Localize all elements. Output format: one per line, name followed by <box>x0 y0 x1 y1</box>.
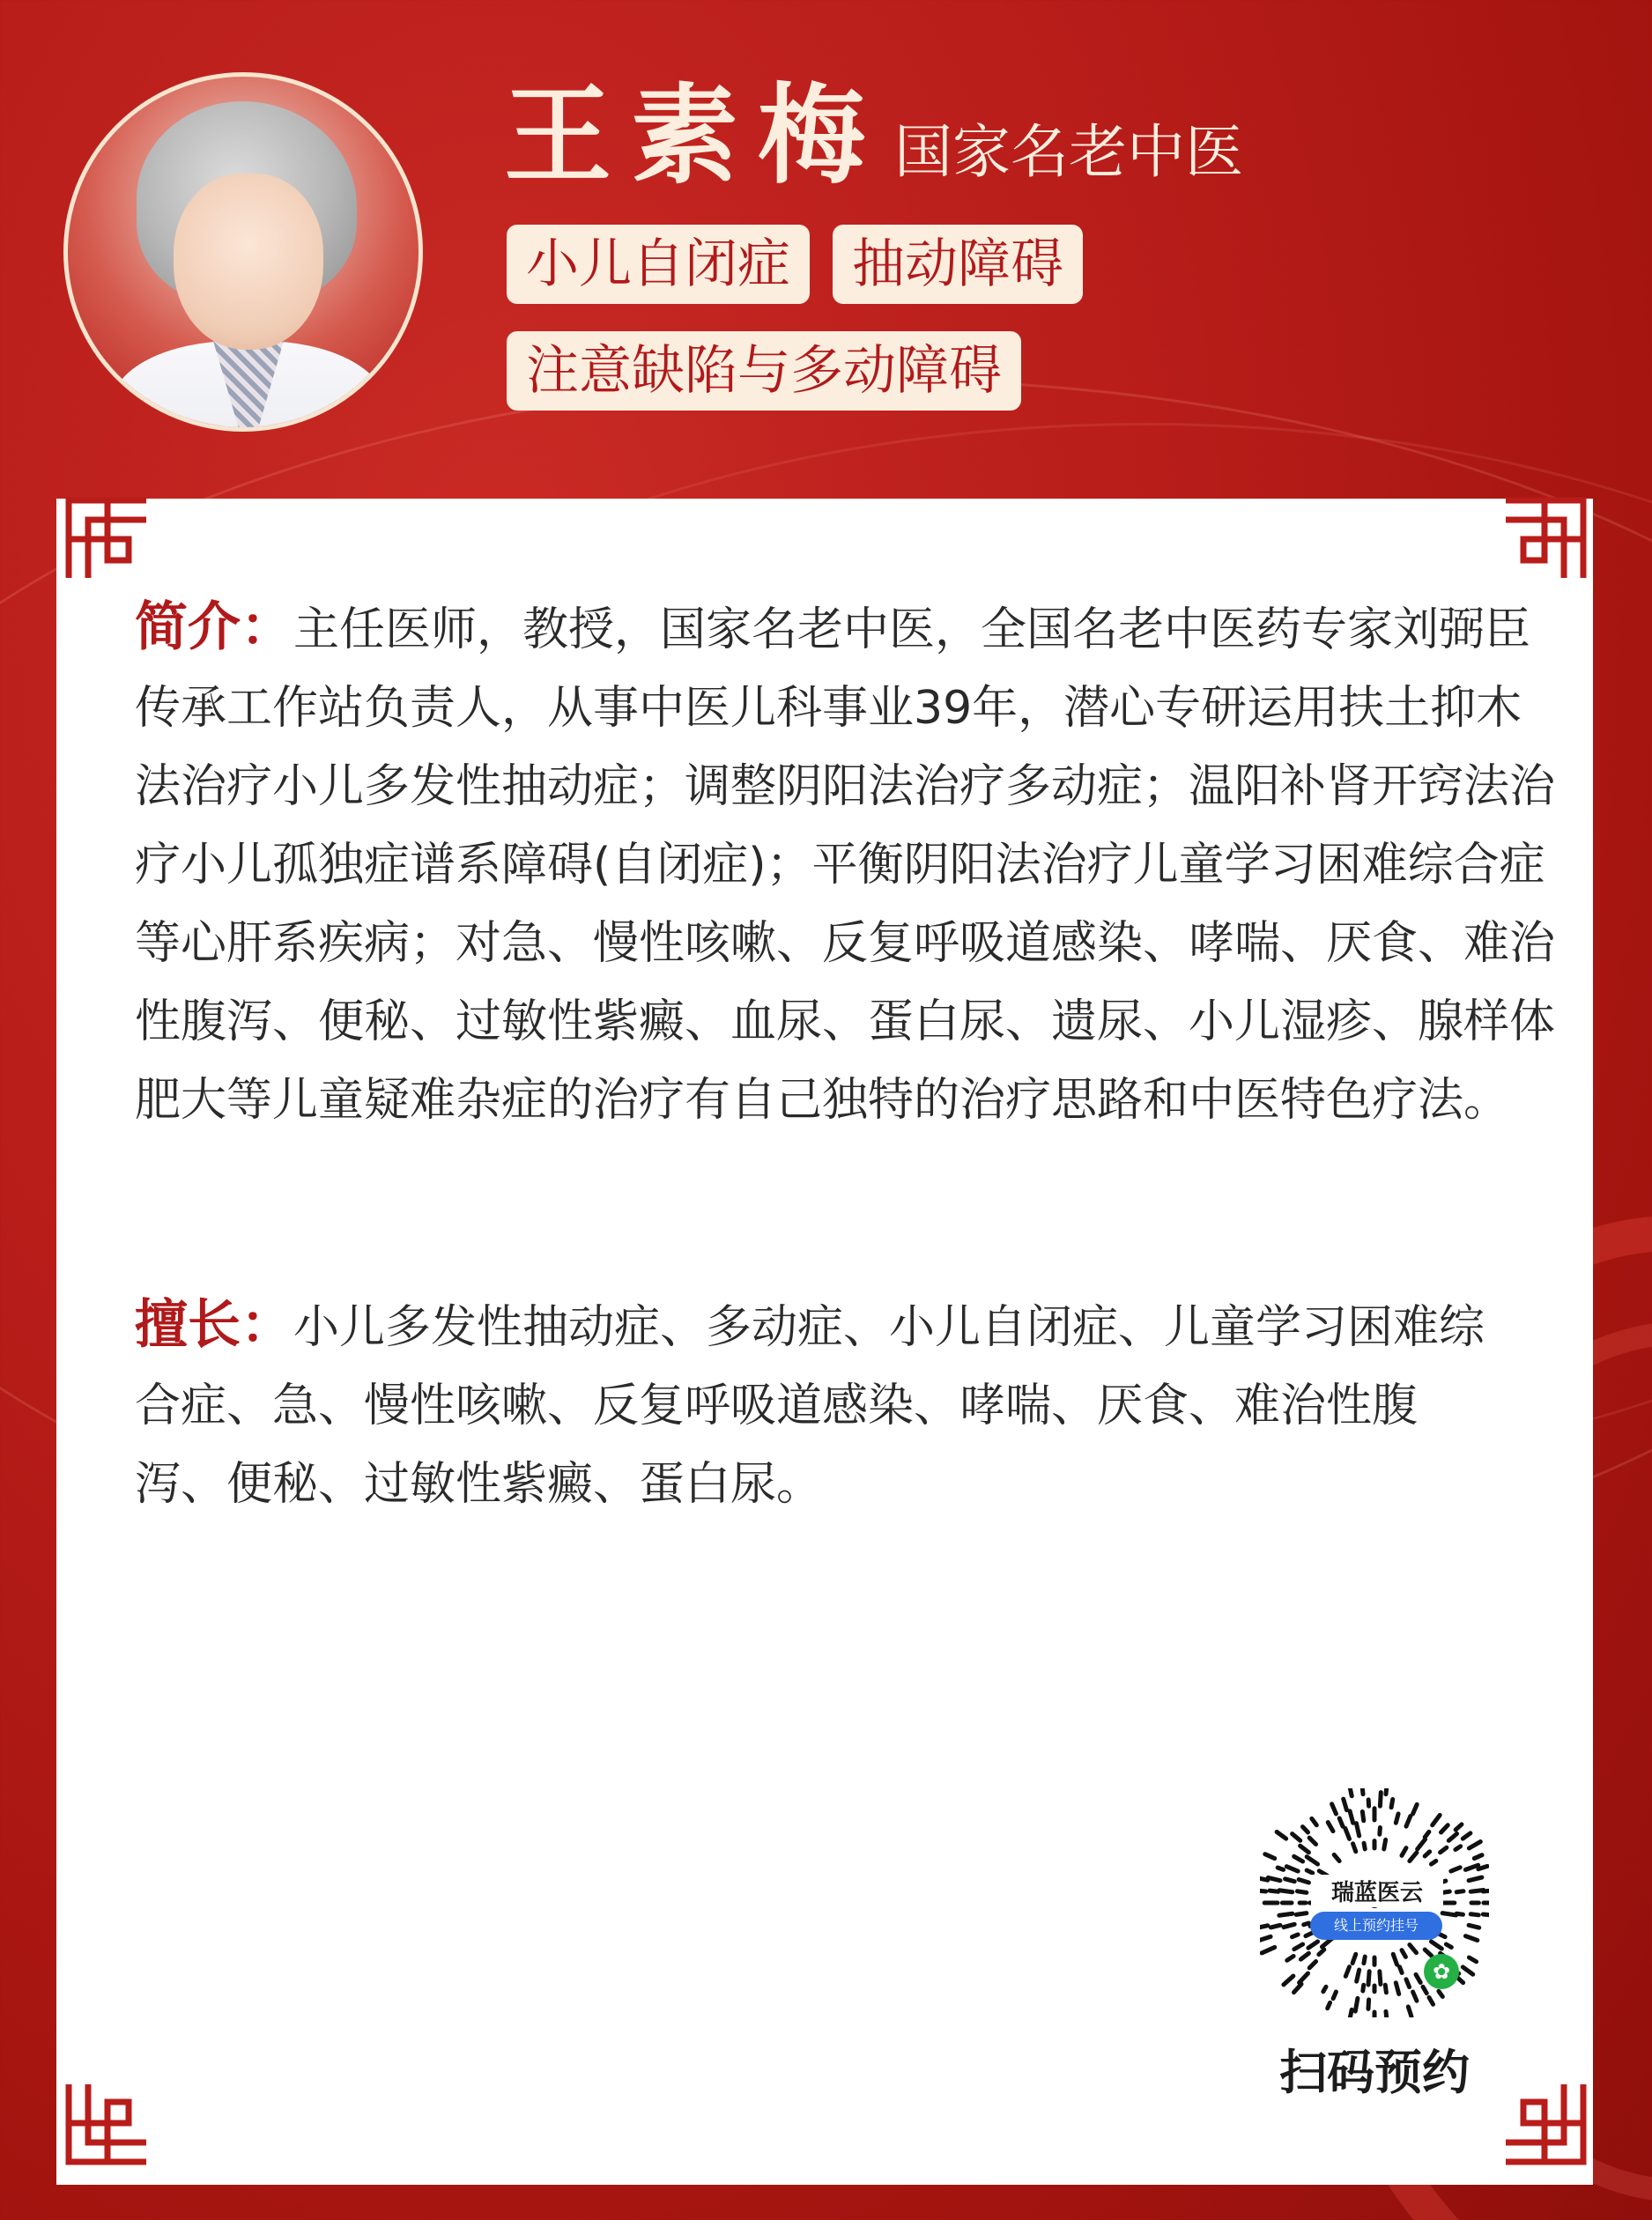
qr-dash <box>1448 1834 1456 1841</box>
doctor-name: 王素梅 <box>504 71 885 198</box>
qr-dash <box>1410 1853 1417 1861</box>
qr-dash <box>1285 1879 1295 1882</box>
intro-text: 主任医师，教授，国家名老中医，全国名老中医药专家刘弼臣传承工作站负责人，从事中医儿科事业39年，潜心专研运用扶土抑木法治疗小儿多发性抽动症；调整阴阳法治疗多动症；温阳补肾开窍法治疗小儿孤独症谱系障碍(自闭症)；平衡阴阳法治疗儿童学习困难综合症等心肝系疾病；对急、慢性咳嗽、反复呼吸道感染、哮喘、厌食、难治性腹泻、便秘、过敏性紫癜、血尿、蛋白尿、遗尿、小儿湿疹、腺样体肥大等儿童疑难杂症的治疗有自己独特的治疗思路和中医特色疗法。 <box>135 603 1556 1127</box>
qr-dash <box>1270 1925 1280 1928</box>
qr-dash <box>1471 1914 1478 1915</box>
skills-label: 擅长： <box>135 1294 293 1356</box>
qr-dash <box>1380 1793 1381 1807</box>
qr-dash <box>1425 1832 1429 1837</box>
qr-dash <box>1293 1834 1300 1841</box>
qr-dash <box>1299 1880 1308 1883</box>
doctor-title: 国家名老中医 <box>894 118 1243 186</box>
qr-dash <box>1386 2011 1387 2017</box>
qr-dash <box>1364 1957 1365 1963</box>
qr-dash <box>1446 1944 1451 1947</box>
qr-dash <box>1328 1823 1333 1832</box>
qr-dash <box>1456 1913 1463 1914</box>
qr-dash <box>1279 1913 1293 1915</box>
qr-dash <box>1483 1914 1489 1915</box>
qr-dash <box>1307 1857 1317 1864</box>
qr-dash <box>1296 1913 1307 1915</box>
qr-dash <box>1268 1877 1280 1880</box>
qr-dash <box>1406 1980 1410 1987</box>
qr-dash <box>1469 1957 1476 1962</box>
qr-dash <box>1300 1846 1309 1853</box>
qr-dash <box>1294 1944 1303 1950</box>
qr-dash <box>1380 1972 1381 1985</box>
qr-dash <box>1363 1985 1364 1991</box>
qr-dash <box>1469 1925 1479 1928</box>
qr-dash <box>1416 1974 1420 1982</box>
qr-dash <box>1442 1891 1449 1892</box>
corner-ornament-icon <box>1499 493 1590 585</box>
qr-dash <box>1300 1953 1308 1959</box>
qr-dash <box>1478 1866 1487 1868</box>
qr-dash <box>1304 1923 1309 1925</box>
qr-dash <box>1474 1855 1482 1859</box>
corner-ornament-icon <box>62 2077 153 2169</box>
qr-dash <box>1408 2007 1411 2016</box>
qr-dash <box>1418 1839 1426 1849</box>
qr-dash <box>1368 2000 1369 2009</box>
skills-text: 小儿多发性抽动症、多动症、小儿自闭症、儿童学习困难综合症、急、慢性咳嗽、反复呼吸道感染、哮喘、厌食、难治性腹泻、便秘、过敏性紫癜、蛋白尿。 <box>135 1301 1485 1511</box>
avatar-face <box>174 174 323 350</box>
qr-dash <box>1307 1870 1313 1873</box>
qr-dash <box>1469 1877 1482 1881</box>
qr-dash <box>1396 1814 1398 1823</box>
qr-dash <box>1345 1828 1350 1839</box>
qr-dash <box>1393 1954 1396 1965</box>
qr-dash <box>1469 1842 1480 1848</box>
qr-dash <box>1463 1967 1472 1974</box>
qr-dash <box>1260 1926 1268 1928</box>
qr-dash <box>1297 1891 1306 1893</box>
qr-dash <box>1287 1956 1293 1960</box>
qr-dash <box>1309 1961 1315 1967</box>
qr-dash <box>1323 1987 1326 1991</box>
qr-dash <box>1431 1861 1435 1864</box>
qr-dash <box>1279 1891 1293 1892</box>
qr-dash <box>1303 1827 1308 1832</box>
doctor-avatar <box>63 72 423 432</box>
qr-dash <box>1456 1846 1461 1850</box>
qr-dash <box>1344 1799 1347 1810</box>
qr-dash <box>1429 1997 1433 2004</box>
qr-dash <box>1345 1967 1349 1977</box>
qr-dash <box>1441 1847 1447 1853</box>
qr-dash <box>1294 1856 1303 1861</box>
qr-dash <box>1396 1983 1398 1994</box>
qr-dash <box>1334 1854 1339 1861</box>
qr-dash <box>1451 1868 1460 1871</box>
specialty-tag: 注意缺陷与多动障碍 <box>507 331 1021 411</box>
intro-paragraph <box>135 588 1562 1140</box>
qr-dash <box>1463 1833 1471 1839</box>
qr-dash <box>1441 1825 1448 1832</box>
qr-dash <box>1362 1811 1363 1820</box>
qr-dash <box>1385 1985 1386 1993</box>
qr-dash <box>1260 1878 1268 1880</box>
qr-dash <box>1294 1984 1302 1992</box>
qr-dash <box>1433 1815 1441 1824</box>
corner-ornament-icon <box>62 493 153 585</box>
qr-dash <box>1361 1788 1363 1794</box>
qr-dash <box>1350 1788 1352 1796</box>
qr-dash <box>1284 1924 1294 1927</box>
qr-dash <box>1300 1973 1308 1983</box>
specialty-tag: 抽动障碍 <box>833 225 1083 304</box>
qr-dash <box>1425 1852 1429 1856</box>
qr-dash <box>1384 1839 1386 1849</box>
qr-dash <box>1425 1950 1432 1956</box>
specialty-tag: 小儿自闭症 <box>507 225 810 304</box>
intro-label: 简介： <box>135 596 293 658</box>
qr-dash <box>1328 2002 1330 2008</box>
qr-dash <box>1357 1970 1359 1981</box>
qr-dash <box>1356 1824 1359 1836</box>
qr-dash <box>1278 1868 1283 1869</box>
qr-dash <box>1406 1817 1411 1827</box>
qr-dash <box>1439 1991 1442 1996</box>
qr-dash <box>1410 1944 1417 1952</box>
qr-dash <box>1260 1936 1270 1940</box>
qr-brand: 瑞蓝医云 <box>1311 1875 1443 1907</box>
qr-booking-pill: 线上预约挂号 <box>1310 1912 1442 1940</box>
qr-dash <box>1423 1987 1426 1993</box>
qr-dash <box>1386 1788 1387 1794</box>
qr-dash <box>1350 1811 1353 1823</box>
qr-dash <box>1309 1838 1315 1844</box>
scan-to-book-caption: 扫码预约 <box>1279 2045 1470 2100</box>
qr-dash <box>1286 1867 1298 1871</box>
qr-dash <box>1399 1967 1402 1973</box>
qr-dash <box>1391 1799 1393 1807</box>
qr-dash <box>1352 1954 1356 1963</box>
qr-dash <box>1402 1848 1406 1856</box>
qr-dash <box>1319 1950 1324 1955</box>
qr-dash <box>1277 1832 1286 1839</box>
skills-paragraph <box>135 1286 1492 1524</box>
qr-dash <box>1442 1913 1456 1915</box>
qr-dash <box>1312 1818 1316 1824</box>
qr-dash <box>1456 1891 1463 1892</box>
qr-dash <box>1333 1992 1336 1999</box>
qr-dash <box>1293 1935 1299 1937</box>
qr-dash <box>1308 1942 1318 1948</box>
qr-dash <box>1355 1998 1358 2011</box>
qr-dash <box>1364 1843 1365 1849</box>
qr-dash <box>1413 1804 1418 1814</box>
qr-dash <box>1431 1942 1441 1949</box>
qr-dash <box>1265 1854 1275 1859</box>
qr-dash <box>1465 1936 1477 1941</box>
qr-dash <box>1332 1804 1337 1814</box>
qr-dash <box>1350 2009 1352 2017</box>
qr-dash <box>1284 1976 1293 1985</box>
mini-program-icon: ✿ <box>1424 1954 1459 1989</box>
qr-dash <box>1353 1844 1356 1852</box>
qr-dash <box>1456 1824 1462 1830</box>
qr-dash <box>1380 1828 1381 1835</box>
qr-dash <box>1413 1992 1417 2001</box>
qr-dash <box>1402 1950 1405 1957</box>
qr-dash <box>1339 1818 1343 1826</box>
qr-dash <box>1368 1972 1369 1985</box>
qr-dash <box>1262 1947 1275 1952</box>
